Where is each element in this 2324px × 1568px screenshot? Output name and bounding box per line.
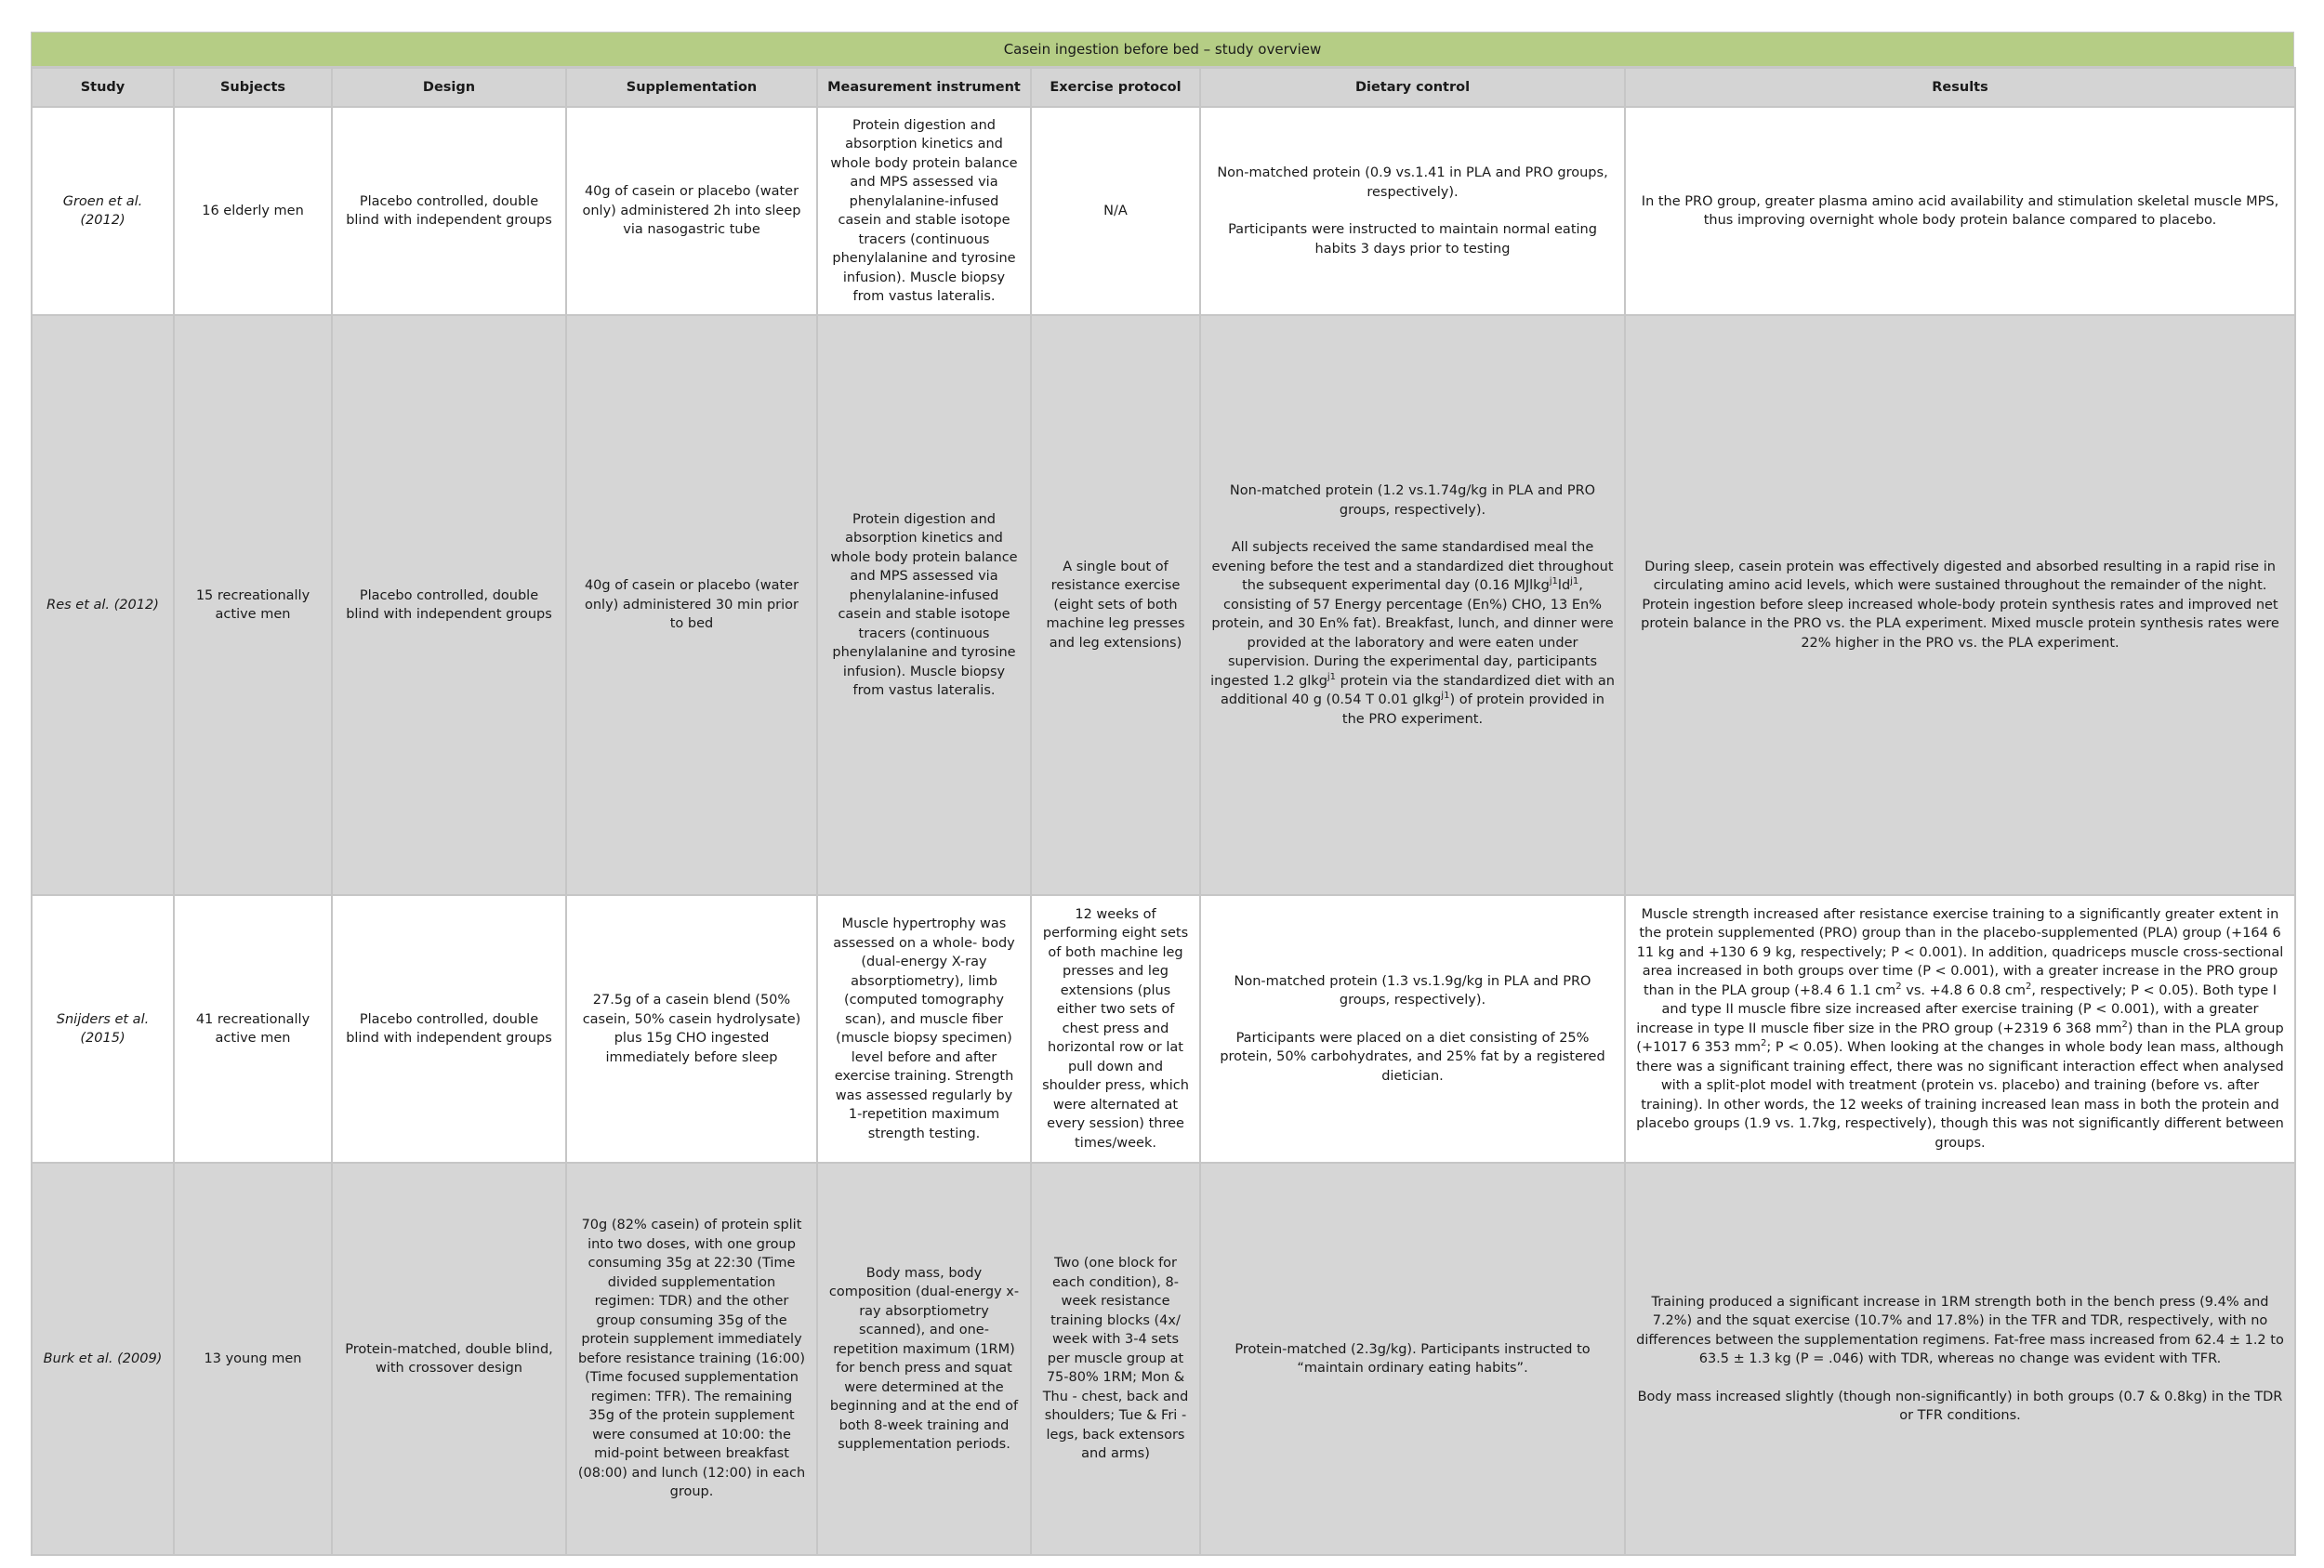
cell-supplementation[interactable]: 40g of casein or placebo (water only) administered 2h into sleep via nasogastric tube: [566, 107, 817, 315]
diet-paragraph: All subjects received the same standardised meal the evening before the test and a standardized diet throughout the subsequent experimental day (0.16 $MJlkg^{j1}ld^{j1}$, consisting of 57 Energy percentage (En%) CHO, 13 En% protein, and 30 En% fat). Breakfast, lunch, and dinner were provided at the laboratory and were eaten under supervision. During the experimental day, participants ingested 1.2 glkg$^{j1}$ protein via the standardized diet with an additional 40 g (0.54 T 0.01 glkg$^{j1}$) of protein provided in the PRO experiment.: [1210, 540, 1615, 727]
diet-paragraph: Protein-matched (2.3g/kg). Participants instructed to “maintain ordinary eating habits”.: [1235, 1341, 1591, 1376]
results-paragraph: Body mass increased slightly (though non-significantly) in both groups (0.7 & 0.8kg) in the TDR or TFR conditions.: [1637, 1389, 2283, 1423]
cell-measurement[interactable]: Muscle hypertrophy was assessed on a whole- body (dual-energy X-ray absorptiometry), limb (computed tomography scan), and muscle fiber (muscle biopsy specimen) level before and after exercise training. Strength was assessed regularly by 1-repetition maximum strength testing.: [817, 895, 1031, 1163]
header-study[interactable]: Study: [32, 68, 174, 107]
cell-subjects[interactable]: 16 elderly men: [174, 107, 332, 315]
cell-exercise[interactable]: Two (one block for each condition), 8-week resistance training blocks (4x/ week with 3-4 sets per muscle group at 75-80% 1RM; Mon & Thu - chest, back and shoulders; Tue & Fri - legs, back extensors and arms): [1031, 1163, 1200, 1555]
spreadsheet: [31, 32, 2294, 1556]
cell-supplementation[interactable]: 40g of casein or placebo (water only) administered 30 min prior to bed: [566, 315, 817, 895]
table-row: [32, 895, 2295, 1163]
cell-study[interactable]: Res et al. (2012): [32, 315, 174, 895]
cell-supplementation[interactable]: 27.5g of a casein blend (50% casein, 50% casein hydrolysate) plus 15g CHO ingested immediately before sleep: [566, 895, 817, 1163]
cell-exercise[interactable]: A single bout of resistance exercise (eight sets of both machine leg presses and leg extensions): [1031, 315, 1200, 895]
header-measurement[interactable]: Measurement instrument: [817, 68, 1031, 107]
cell-results[interactable]: [1625, 107, 2295, 315]
header-subjects[interactable]: Subjects: [174, 68, 332, 107]
header-dietary-control[interactable]: Dietary control: [1200, 68, 1625, 107]
diet-paragraph: Non-matched protein (1.2 vs.1.74g/kg in PLA and PRO groups, respectively).: [1229, 483, 1596, 518]
header-design[interactable]: Design: [332, 68, 566, 107]
header-supplementation[interactable]: Supplementation: [566, 68, 817, 107]
results-paragraph: Muscle strength increased after resistance exercise training to a significantly greater extent in the protein supplemented (PRO) group than in the placebo-supplemented (PLA) group (+164 6 11 kg and +130 6 9 kg, respectively; P < 0.001). In addition, quadriceps muscle cross-sectional area increased in both groups over time (P < 0.001), with a greater increase in the PRO group than in the PLA group (+8.4 6 1.1 $cm^2$ vs. +4.8 6 0.8 $cm^2$, respectively; P < 0.05). Both type I and type II muscle fibre size increased after exercise training (P < 0.001), with a greater increase in type II muscle fiber size in the PRO group (+2319 6 368 $mm^2$) than in the PLA group (+1017 6 353 $mm^2$; P < 0.05). When looking at the changes in whole body lean mass, although there was a significant training effect, there was no significant interaction effect when analysed with a split-plot model with treatment (protein vs. placebo) and training (before vs. after training). In other words, the 12 weeks of training increased lean mass in both the protein and placebo groups (1.9 vs. 1.7kg, respectively), though this was not significantly different between groups.: [1636, 906, 2284, 1151]
cell-subjects[interactable]: 41 recreationally active men: [174, 895, 332, 1163]
diet-paragraph: Participants were placed on a diet consisting of 25% protein, 50% carbohydrates, and 25% fat by a registered dietician.: [1220, 1030, 1605, 1084]
cell-results[interactable]: [1625, 895, 2295, 1163]
cell-supplementation[interactable]: 70g (82% casein) of protein split into two doses, with one group consuming 35g at 22:30 (Time divided supplementation regimen: TDR) and the other group consuming 35g of the protein supplement immediately before resistance training (16:00) (Time focused supplementation regimen: TFR). The remaining 35g of the protein supplement were consumed at 10:00: the mid-point between breakfast (08:00) and lunch (12:00) in each group.: [566, 1163, 817, 1555]
cell-design[interactable]: Placebo controlled, double blind with independent groups: [332, 107, 566, 315]
cell-exercise[interactable]: 12 weeks of performing eight sets of both machine leg presses and leg extensions (plus either two sets of chest press and horizontal row or lat pull down and shoulder press, which were alternated at every session) three times/week.: [1031, 895, 1200, 1163]
cell-measurement[interactable]: Body mass, body composition (dual-energy x-ray absorptiometry scanned), and one-repetition maximum (1RM) for bench press and squat were determined at the beginning and at the end of both 8-week training and supplementation periods.: [817, 1163, 1031, 1555]
table-row: [32, 107, 2295, 315]
cell-measurement[interactable]: Protein digestion and absorption kinetics and whole body protein balance and MPS assessed via phenylalanine-infused casein and stable isotope tracers (continuous phenylalanine and tyrosine infusion). Muscle biopsy from vastus lateralis.: [817, 107, 1031, 315]
cell-design[interactable]: Placebo controlled, double blind with independent groups: [332, 315, 566, 895]
cell-dietary-control[interactable]: [1200, 895, 1625, 1163]
cell-results[interactable]: [1625, 315, 2295, 895]
cell-study[interactable]: Burk et al. (2009): [32, 1163, 174, 1555]
table-row: [32, 315, 2295, 895]
header-results[interactable]: Results: [1625, 68, 2295, 107]
diet-paragraph: Non-matched protein (1.3 vs.1.9g/kg in PLA and PRO groups, respectively).: [1234, 973, 1591, 1008]
cell-study[interactable]: Snijders et al. (2015): [32, 895, 174, 1163]
diet-paragraph: Participants were instructed to maintain normal eating habits 3 days prior to testing: [1228, 222, 1597, 257]
cell-study[interactable]: Groen et al. (2012): [32, 107, 174, 315]
header-row: [32, 68, 2295, 107]
results-paragraph: In the PRO group, greater plasma amino acid availability and stimulation skeletal muscle MPS, thus improving overnight whole body protein balance compared to placebo.: [1641, 193, 2279, 228]
cell-design[interactable]: Placebo controlled, double blind with independent groups: [332, 895, 566, 1163]
cell-dietary-control[interactable]: [1200, 315, 1625, 895]
cell-measurement[interactable]: Protein digestion and absorption kinetics and whole body protein balance and MPS assessed via phenylalanine-infused casein and stable isotope tracers (continuous phenylalanine and tyrosine infusion). Muscle biopsy from vastus lateralis.: [817, 315, 1031, 895]
results-paragraph: Training produced a significant increase in 1RM strength both in the bench press (9.4% and 7.2%) and the squat exercise (10.7% and 17.8%) in the TFR and TDR, respectively, with no differences between the supplementation regimens. Fat-free mass increased from 62.4 ± 1.2 to 63.5 ± 1.3 kg (P = .046) with TDR, whereas no change was evident with TFR.: [1636, 1294, 2284, 1366]
cell-subjects[interactable]: 15 recreationally active men: [174, 315, 332, 895]
cell-exercise[interactable]: N/A: [1031, 107, 1200, 315]
cell-dietary-control[interactable]: [1200, 107, 1625, 315]
table-title: Casein ingestion before bed – study overview: [31, 32, 2294, 67]
cell-design[interactable]: Protein-matched, double blind, with crossover design: [332, 1163, 566, 1555]
study-table: [31, 67, 2296, 1556]
cell-subjects[interactable]: 13 young men: [174, 1163, 332, 1555]
cell-dietary-control[interactable]: [1200, 1163, 1625, 1555]
diet-paragraph: Non-matched protein (0.9 vs.1.41 in PLA and PRO groups, respectively).: [1217, 165, 1608, 200]
results-paragraph: During sleep, casein protein was effectively digested and absorbed resulting in a rapid rise in circulating amino acid levels, which were sustained throughout the remainder of the night. Protein ingestion before sleep increased whole-body protein synthesis rates and improved net protein balance in the PRO vs. the PLA experiment. Mixed muscle protein synthesis rates were 22% higher in the PRO vs. the PLA experiment.: [1641, 559, 2279, 651]
cell-results[interactable]: [1625, 1163, 2295, 1555]
header-exercise[interactable]: Exercise protocol: [1031, 68, 1200, 107]
table-row: [32, 1163, 2295, 1555]
